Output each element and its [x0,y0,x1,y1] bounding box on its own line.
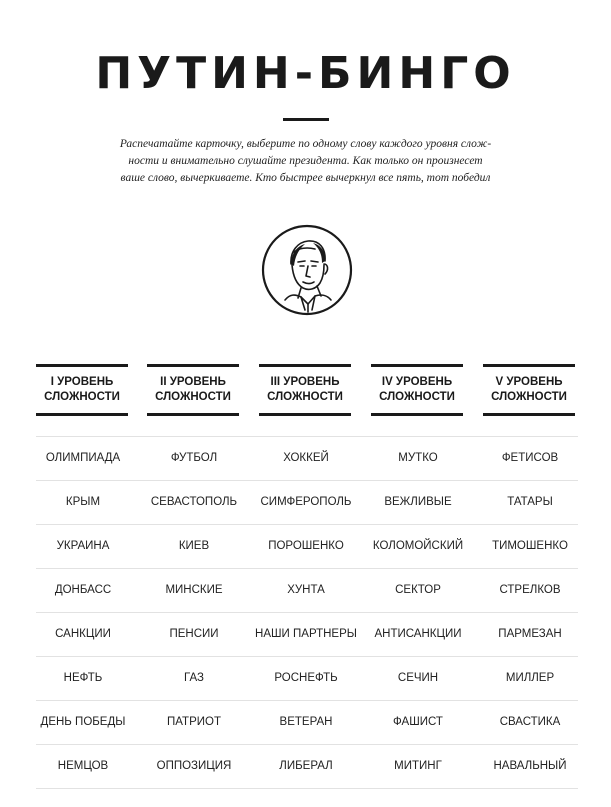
intro-line: ваше слово, вычеркиваете. Кто быстрее вычеркнул все пять, тот победил [120,172,491,184]
word-cell: НЕФТЬ [63,672,103,684]
word-cell: ОЛИМПИАДА [45,452,121,464]
table-row [36,480,578,524]
word-cell: НЕМЦОВ [57,760,109,772]
word-cell: САНКЦИИ [55,628,111,640]
word-cell: НАВАЛЬНЫЙ [493,760,567,772]
word-cell: ПОРОШЕНКО [268,540,344,552]
word-cell: ПАРМЕЗАН [498,628,562,640]
word-cell: ПЕНСИИ [169,628,219,640]
word-cell: ПАТРИОТ [167,716,221,728]
word-cell: СЕВАСТОПОЛЬ [150,496,238,508]
intro-text [100,136,511,187]
level-headers [0,364,611,416]
table-row [36,656,578,700]
page-title: ПУТИН-БИНГО [95,48,516,99]
word-cell: СВАСТИКА [499,716,561,728]
word-cell: СЕЧИН [397,672,439,684]
word-cell: ФАШИСТ [393,716,443,728]
word-cell: ХОККЕЙ [283,452,329,464]
table-row [36,744,578,789]
level-3-header: III УРОВЕНЬ СЛОЖНОСТИ [259,364,351,416]
word-cell: АНТИСАНКЦИИ [374,628,462,640]
word-cell: КОЛОМОЙСКИЙ [372,540,464,552]
table-row [36,612,578,656]
word-cell: ГАЗ [184,672,204,684]
word-cell: КРЫМ [65,496,101,508]
word-cell: ЛИБЕРАЛ [279,760,333,772]
word-cell: МУТКО [398,452,438,464]
table-row [36,700,578,744]
table-row [36,524,578,568]
word-cell: ОППОЗИЦИЯ [156,760,232,772]
word-cell: ДОНБАСС [54,584,112,596]
word-cell: ВЕТЕРАН [279,716,333,728]
word-cell: ТИМОШЕНКО [492,540,568,552]
word-cell: СЕКТОР [395,584,441,596]
word-cell: ДЕНЬ ПОБЕДЫ [40,716,126,728]
word-cell: МИТИНГ [394,760,442,772]
level-5-header: V УРОВЕНЬ СЛОЖНОСТИ [483,364,575,416]
word-cell: КИЕВ [178,540,210,552]
table-row [36,436,578,480]
word-cell: СТРЕЛКОВ [499,584,561,596]
word-cell: ХУНТА [287,584,325,596]
level-4-header: IV УРОВЕНЬ СЛОЖНОСТИ [371,364,463,416]
word-cell: РОСНЕФТЬ [274,672,338,684]
word-cell: ФУТБОЛ [170,452,218,464]
portrait-icon [261,224,353,316]
title-underline [283,118,329,121]
word-cell: НАШИ ПАРТНЕРЫ [255,628,357,640]
word-cell: УКРАИНА [56,540,110,552]
level-2-header: II УРОВЕНЬ СЛОЖНОСТИ [147,364,239,416]
intro-line: ности и внимательно слушайте президента. Как только он произнесет [128,155,483,167]
level-1-header: I УРОВЕНЬ СЛОЖНОСТИ [36,364,128,416]
word-cell: ТАТАРЫ [507,496,553,508]
table-row [36,568,578,612]
word-cell: МИЛЛЕР [505,672,555,684]
word-cell: МИНСКИЕ [165,584,223,596]
bingo-word-table [36,436,578,789]
word-cell: ВЕЖЛИВЫЕ [384,496,452,508]
word-cell: СИМФЕРОПОЛЬ [260,496,352,508]
word-cell: ФЕТИСОВ [501,452,559,464]
intro-line: Распечатайте карточку, выберите по одному слову каждого уровня слож- [119,138,492,150]
